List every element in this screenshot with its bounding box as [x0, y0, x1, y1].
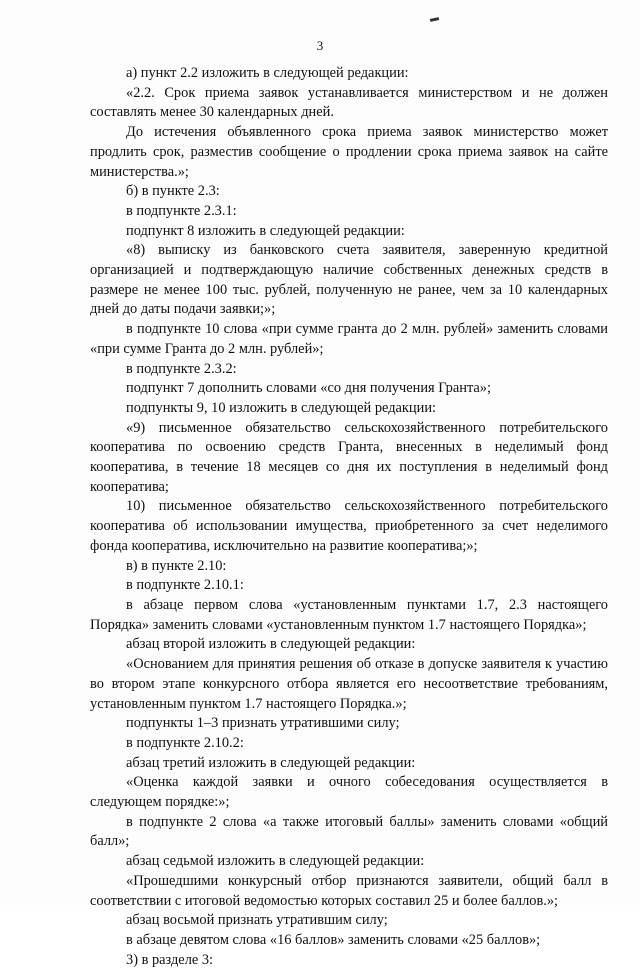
paragraph: в подпункте 10 слова «при сумме гранта до 2 млн. рублей» заменить словами «при сумме Гранта до 2 млн. рублей»;: [90, 321, 608, 357]
document-body: [90, 64, 608, 970]
paragraph: подпункт 7 дополнить словами «со дня получения Гранта»;: [126, 380, 491, 397]
paragraph: в подпункте 2.10.1:: [126, 577, 244, 594]
paragraph: «2.2. Срок приема заявок устанавливается министерством и не должен составлять менее 30 календарных дней.: [90, 84, 608, 121]
paragraph: в подпункте 2.10.2:: [126, 734, 244, 751]
paragraph: подпункты 1–3 признать утратившими силу;: [126, 715, 400, 732]
paragraph: в абзаце девятом слова «16 баллов» заменить словами «25 баллов»;: [126, 931, 541, 948]
paragraph: а) пункт 2.2 изложить в следующей редакции:: [126, 65, 409, 81]
paragraph: 3) в разделе 3:: [126, 951, 214, 968]
scan-mark: [430, 17, 439, 22]
paragraph: До истечения объявленного срока приема заявок министерство может продлить срок, разместив сообщение о продлении срока приема заявок на сайте министерства.»;: [90, 124, 608, 180]
paragraph: подпункты 9, 10 изложить в следующей редакции:: [126, 399, 437, 416]
paragraph: «8) выписку из банковского счета заявителя, заверенную кредитной организацией и подтверждающую наличие собственных денежных средств в размере не менее 100 тыс. рублей, полученную не ранее, чем за 10 календарных дней до даты подачи заявки;»;: [90, 242, 608, 318]
paragraph: б) в пункте 2.3:: [126, 183, 220, 200]
paragraph: абзац третий изложить в следующей редакции:: [126, 754, 416, 771]
paragraph: абзац седьмой изложить в следующей редакции:: [126, 853, 425, 870]
paragraph: подпункт 8 изложить в следующей редакции:: [126, 222, 405, 239]
paragraph: абзац восьмой признать утратившим силу;: [126, 912, 388, 929]
paragraph: «Оценка каждой заявки и очного собеседования осуществляется в следующем порядке:»;: [90, 774, 608, 811]
paragraph: в подпункте 2 слова «а также итоговый баллы» заменить словами «общий балл»;: [90, 813, 608, 850]
paragraph: 10) письменное обязательство сельскохозяйственного потребительского кооператива об использовании имущества, приобретенного за счет неделимого фонда кооператива, исключительно на развитие кооператива;»;: [90, 498, 608, 554]
paragraph: абзац второй изложить в следующей редакции:: [126, 636, 416, 653]
paragraph: в подпункте 2.3.1:: [126, 202, 237, 219]
page-number: 3: [316, 38, 324, 53]
paragraph: в подпункте 2.3.2:: [126, 360, 237, 377]
paragraph: «Прошедшими конкурсный отбор признаются заявители, общий балл в соответствии с итоговой ведомостью которых составил 25 и более баллов.»;: [90, 872, 608, 909]
paragraph: «Основанием для принятия решения об отказе в допуске заявителя к участию во втором этапе конкурсного отбора является его несоответствие требованиям, установленным пунктом 1.7 настоящего Порядка.»;: [90, 656, 608, 712]
paragraph: в абзаце первом слова «установленным пунктами 1.7, 2.3 настоящего Порядка» заменить словами «установленным пунктом 1.7 настоящего Порядка»;: [90, 596, 608, 633]
paragraph: «9) письменное обязательство сельскохозяйственного потребительского кооператива по освоению средств Гранта, внесенных в неделимый фонд кооператива, в течение 18 месяцев со дня их поступления в неделимый фонд кооператива;: [90, 419, 608, 495]
paragraph: в) в пункте 2.10:: [126, 557, 227, 574]
